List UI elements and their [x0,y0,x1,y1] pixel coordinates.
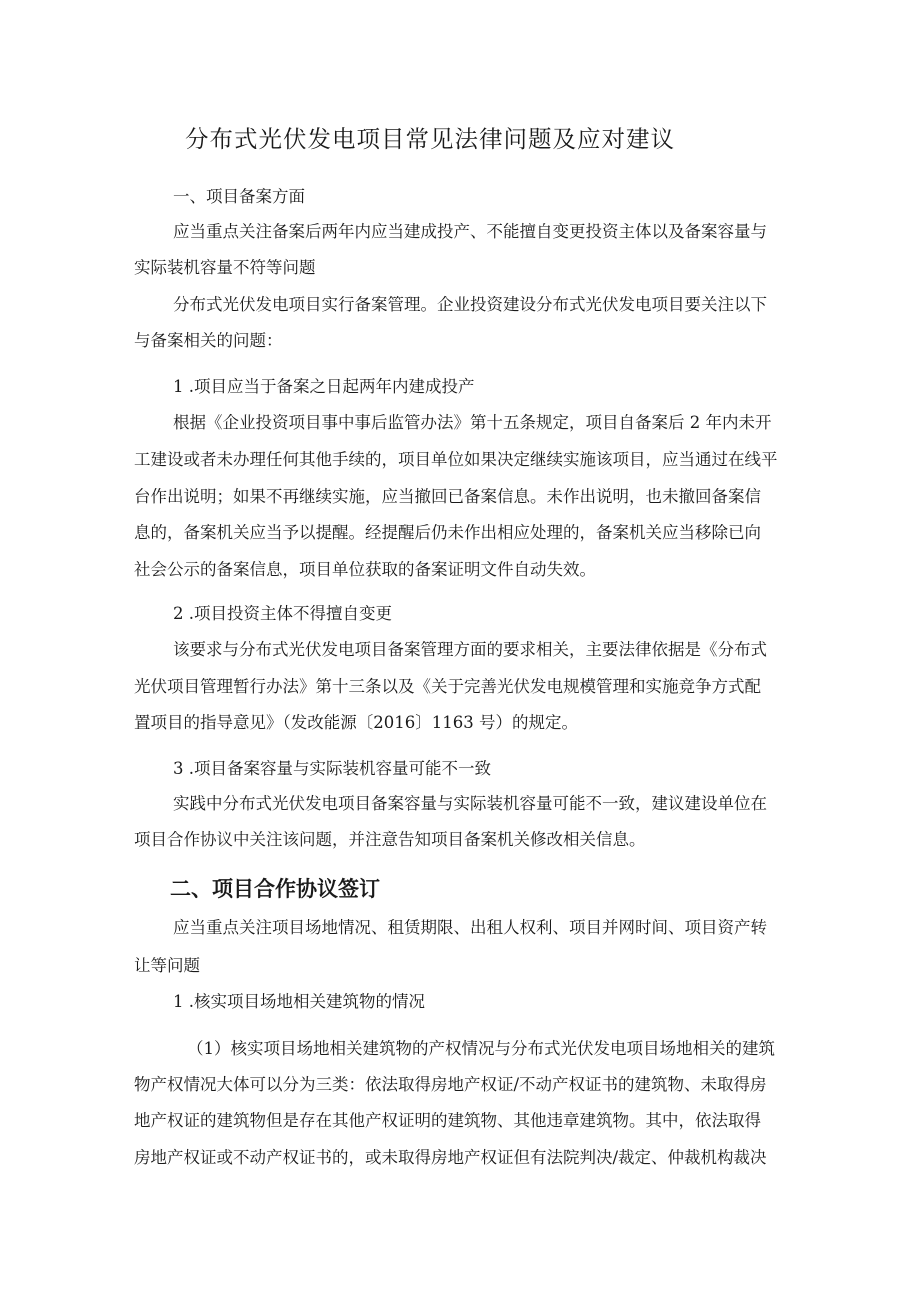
subsection-heading: 3 .项目备案容量与实际装机容量可能不一致 [173,759,491,778]
paragraph-line: 房地产权证或不动产权证书的，或未取得房地产权证但有法院判决/裁定、仲裁机构裁决 [134,1148,767,1167]
paragraph-line: 实践中分布式光伏发电项目备案容量与实际装机容量可能不一致，建议建设单位在 [173,794,767,813]
subsection-heading: 2 .项目投资主体不得擅自变更 [173,604,392,623]
subsection-heading: 1 .项目应当于备案之日起两年内建成投产 [173,377,475,396]
paragraph-line: 与备案相关的问题： [134,331,283,350]
paragraph-line: 应当重点关注项目场地情况、租赁期限、出租人权利、项目并网时间、项目资产转 [173,918,767,937]
paragraph-line: 物产权情况大体可以分为三类：依法取得房地产权证/不动产权证书的建筑物、未取得房 [134,1075,767,1094]
paragraph-line: 应当重点关注备案后两年内应当建成投产、不能擅自变更投资主体以及备案容量与 [173,222,767,241]
paragraph-line: 实际装机容量不符等问题 [134,258,316,277]
section-heading: 一、项目备案方面 [173,187,305,206]
paragraph-line: 分布式光伏发电项目实行备案管理。企业投资建设分布式光伏发电项目要关注以下 [173,295,767,314]
paragraph-line: 项目合作协议中关注该问题，并注意告知项目备案机关修改相关信息。 [134,830,646,849]
document-title: 分布式光伏发电项目常见法律问题及应对建议 [185,125,675,153]
paragraph-line: 置项目的指导意见》（发改能源〔2016〕1163 号）的规定。 [134,713,578,732]
paragraph-line: 社会公示的备案信息，项目单位获取的备案证明文件自动失效。 [134,560,596,579]
paragraph-line: 工建设或者未办理任何其他手续的，项目单位如果决定继续实施该项目，应当通过在线平 [134,450,778,469]
section-heading: 二、项目合作协议签订 [170,877,380,901]
paragraph-line: 地产权证的建筑物但是存在其他产权证明的建筑物、其他违章建筑物。其中，依法取得 [134,1111,761,1130]
paragraph-line: 光伏项目管理暂行办法》第十三条以及《关于完善光伏发电规模管理和实施竞争方式配 [134,677,761,696]
paragraph-line: 根据《企业投资项目事中事后监管办法》第十五条规定，项目自备案后 2 年内未开 [173,413,772,432]
paragraph-line: 该要求与分布式光伏发电项目备案管理方面的要求相关，主要法律依据是《分布式 [173,640,767,659]
paragraph-line: （1）核实项目场地相关建筑物的产权情况与分布式光伏发电项目场地相关的建筑 [187,1039,775,1058]
paragraph-line: 台作出说明；如果不再继续实施，应当撤回已备案信息。未作出说明，也未撤回备案信 [134,487,761,506]
subsection-heading: 1 .核实项目场地相关建筑物的情况 [173,992,425,1011]
paragraph-line: 息的，备案机关应当予以提醒。经提醒后仍未作出相应处理的，备案机关应当移除已向 [134,523,761,542]
paragraph-line: 让等问题 [134,956,200,975]
